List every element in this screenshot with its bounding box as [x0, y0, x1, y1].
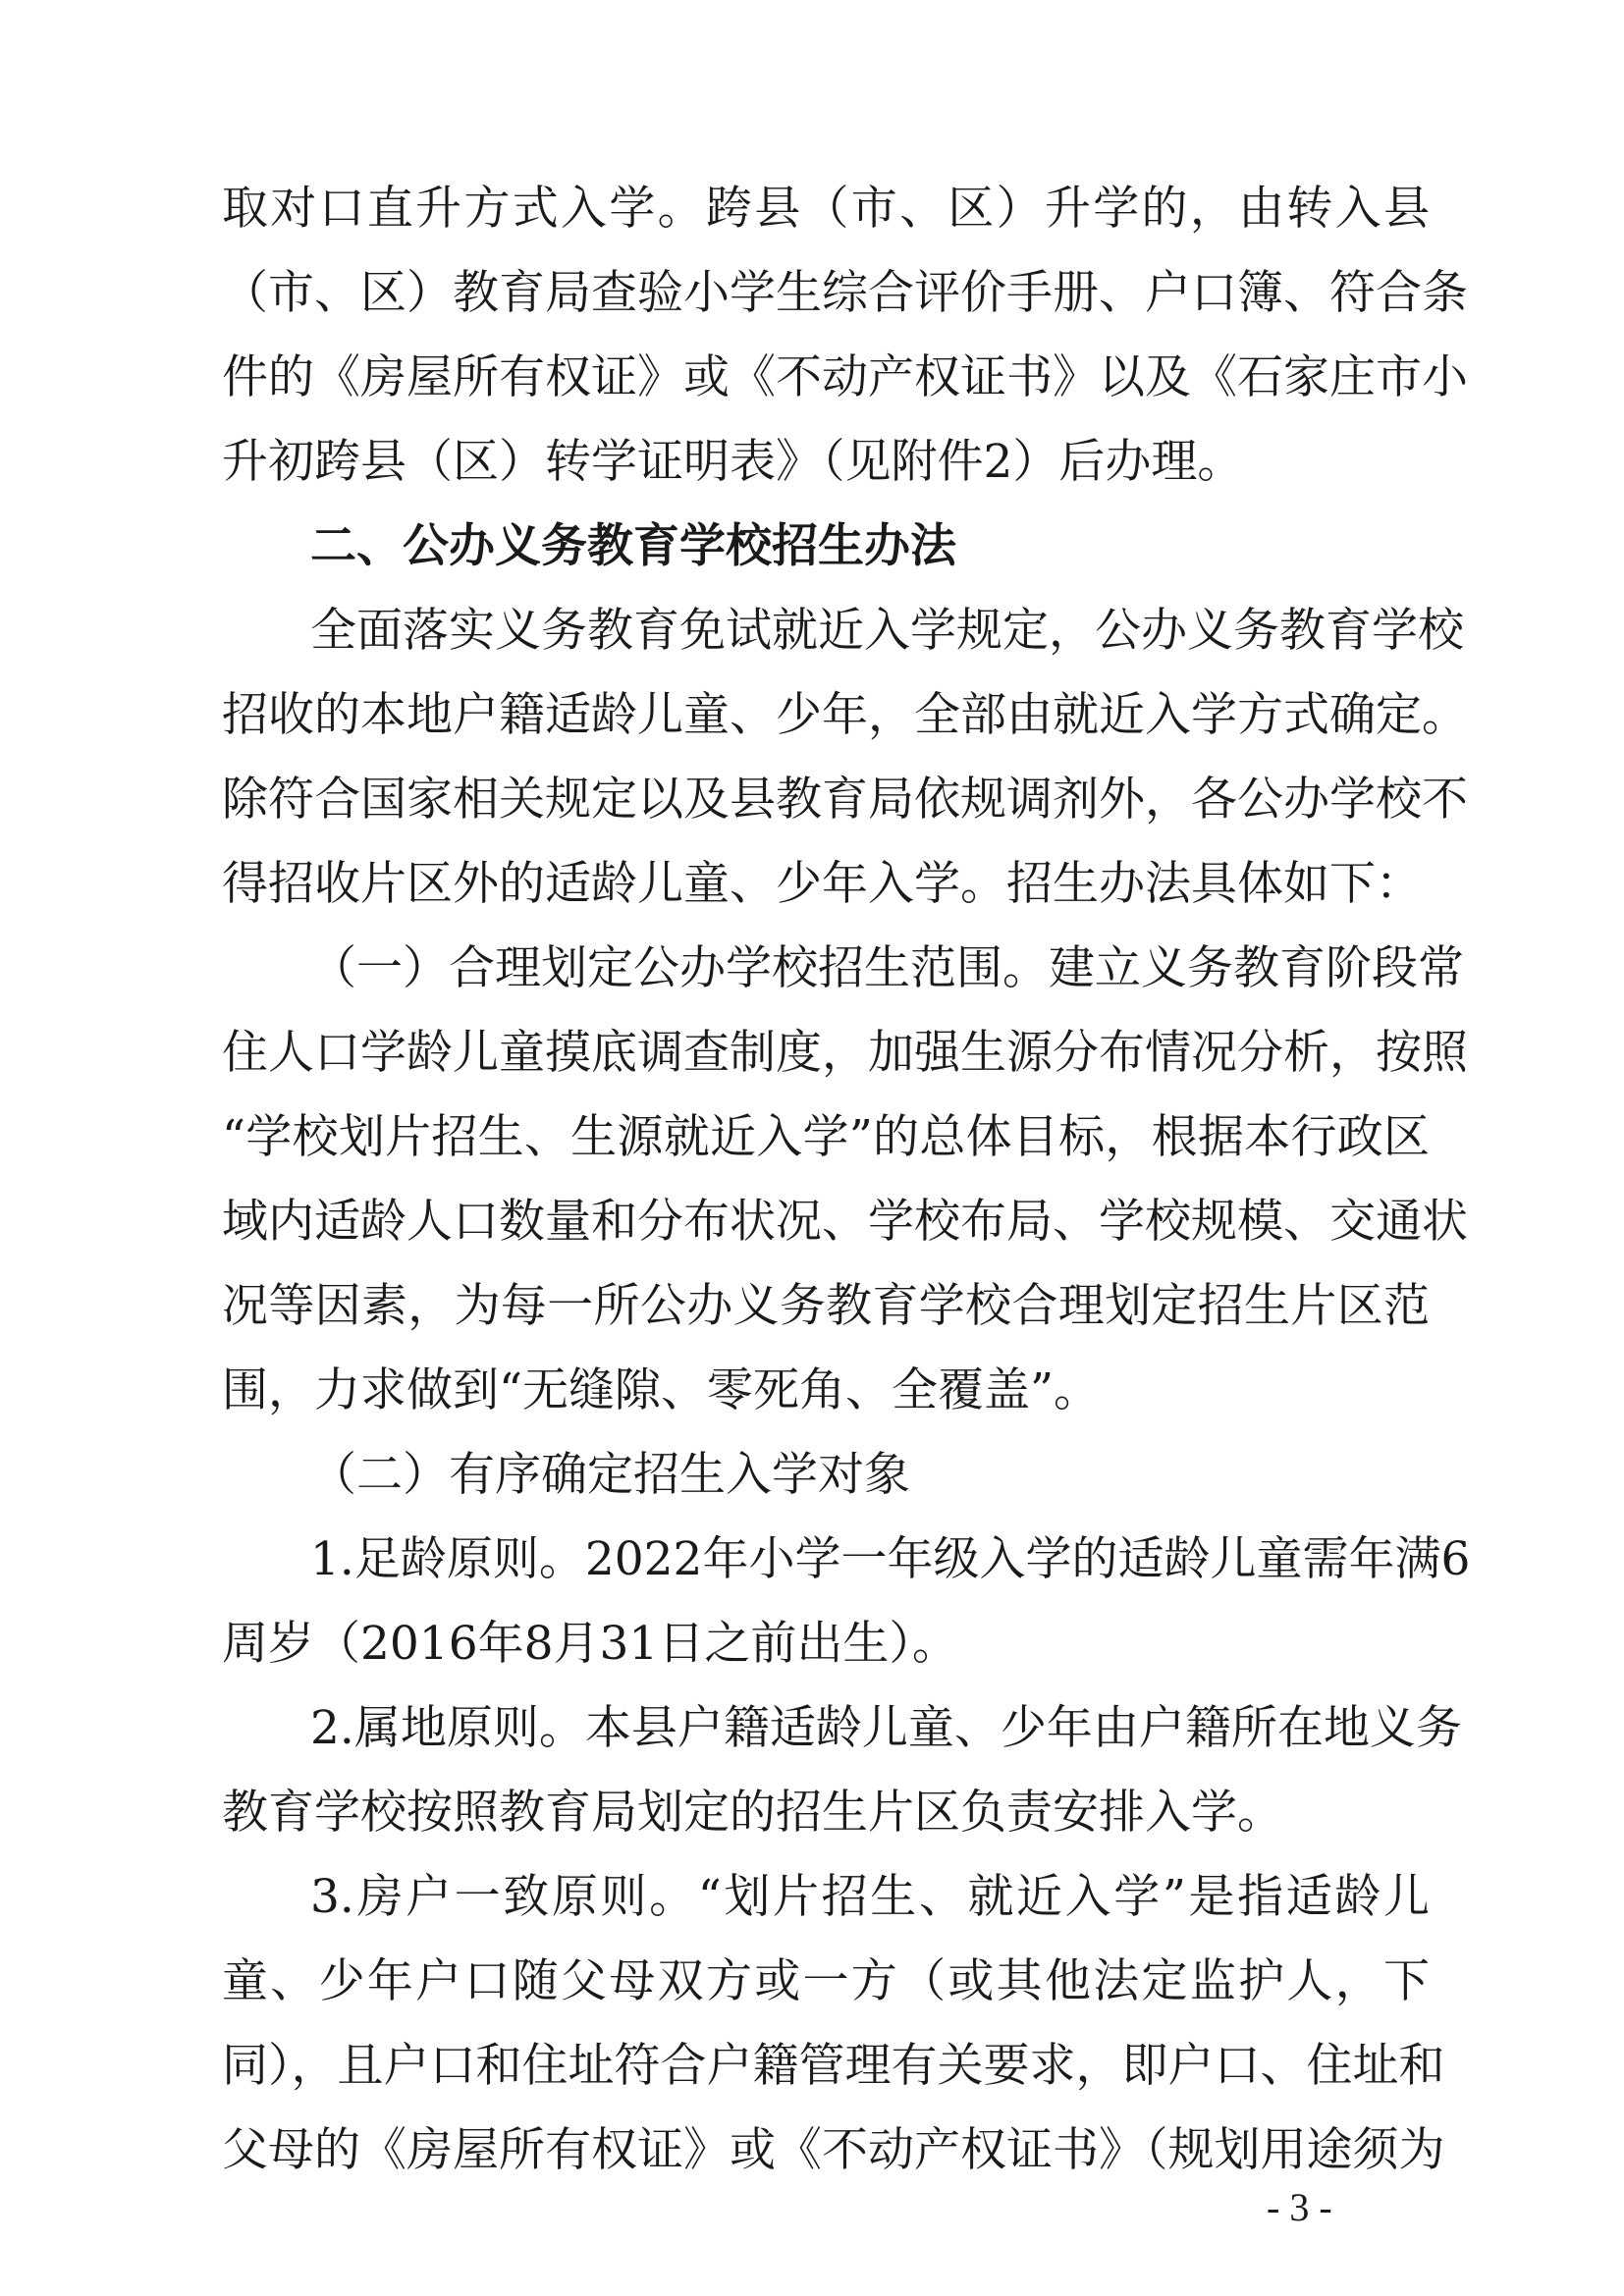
- body-line: 童、少年户口随父母双方或一方（或其他法定监护人，下: [222, 1954, 1430, 2008]
- body-line: “学校划片招生、生源就近入学”的总体目标，根据本行政区: [222, 1110, 1430, 1164]
- body-line: 教育学校按照教育局划定的招生片区负责安排入学。: [222, 1786, 1283, 1840]
- body-line: 升初跨县（区）转学证明表》（见附件2）后办理。: [222, 435, 1244, 489]
- body-line: 件的《房屋所有权证》或《不动产权证书》以及《石家庄市小: [222, 350, 1468, 404]
- body-line: 同），且户口和住址符合户籍管理有关要求，即户口、住址和: [222, 2039, 1445, 2093]
- body-line: 3.房户一致原则。“划片招生、就近入学”是指适龄儿: [310, 1870, 1430, 1924]
- body-line: 围，力求做到“无缝隙、零死角、全覆盖”。: [222, 1363, 1101, 1417]
- body-line: 招收的本地户籍适龄儿童、少年，全部由就近入学方式确定。: [222, 688, 1468, 742]
- body-line: 周岁（2016年8月31日之前出生）。: [222, 1617, 958, 1671]
- subsection-heading: （二）有序确定招生入学对象: [310, 1448, 910, 1502]
- body-line: 况等因素，为每一所公办义务教育学校合理划定招生片区范: [222, 1279, 1430, 1333]
- body-line: （市、区）教育局查验小学生综合评价手册、户口簿、符合条: [222, 266, 1468, 320]
- body-line: 取对口直升方式入学。跨县（市、区）升学的，由转入县: [222, 182, 1430, 236]
- body-line: 父母的《房屋所有权证》或《不动产权证书》（规划用途须为: [222, 2123, 1445, 2177]
- body-line: 2.属地原则。本县户籍适龄儿童、少年由户籍所在地义务: [310, 1701, 1462, 1755]
- body-line: 住人口学龄儿童摸底调查制度，加强生源分布情况分析，按照: [222, 1026, 1468, 1080]
- page-number: - 3 -: [1267, 2185, 1332, 2229]
- body-line: 除符合国家相关规定以及县教育局依规调剂外，各公办学校不: [222, 773, 1468, 827]
- section-heading: 二、公办义务教育学校招生办法: [310, 519, 956, 573]
- body-line: （一）合理划定公办学校招生范围。建立义务教育阶段常: [310, 941, 1464, 995]
- body-line: 得招收片区外的适龄儿童、少年入学。招生办法具体如下：: [222, 857, 1422, 911]
- body-line: 域内适龄人口数量和分布状况、学校布局、学校规模、交通状: [222, 1195, 1468, 1249]
- body-line: 1.足龄原则。2022年小学一年级入学的适龄儿童需年满6: [310, 1532, 1471, 1586]
- body-line: 全面落实义务教育免试就近入学规定，公办义务教育学校: [310, 604, 1464, 658]
